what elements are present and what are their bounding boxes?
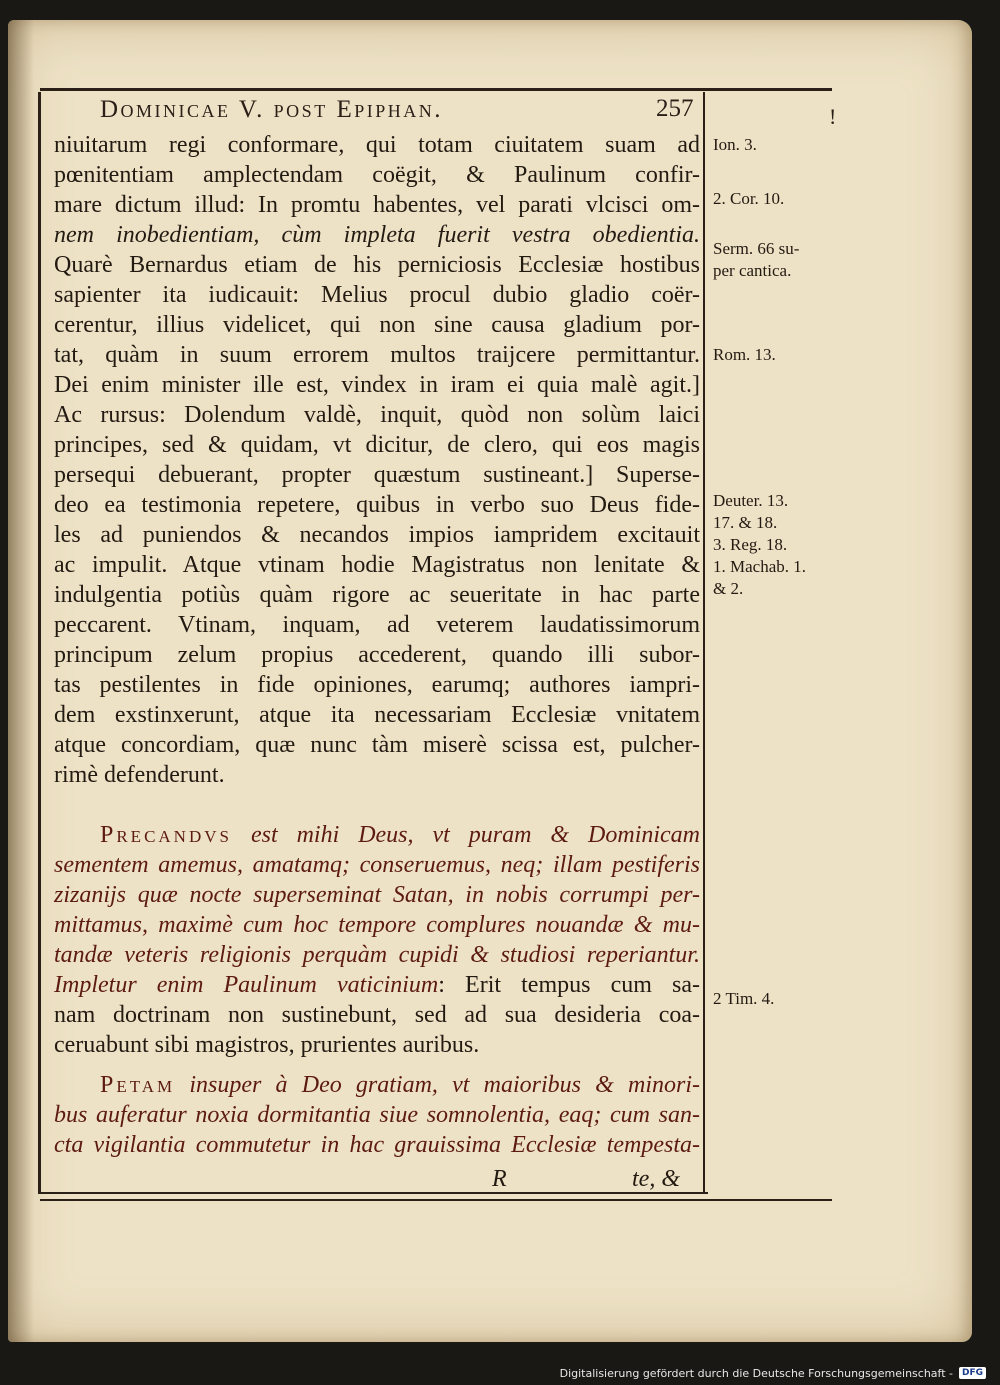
petam-text: insuper à Deo gratiam, vt maioribus & minori- [189,1072,701,1098]
body-line: les ad puniendos & necandos impios iampridem excitauit [54,522,700,548]
digitization-footer [560,1363,986,1383]
body-line: tas pestilentes in fide opiniones, earumq; authores iampri- [54,672,700,698]
page-number: 257 [656,95,694,122]
catchword: te, & [632,1166,680,1192]
body-line: deo ea testimonia repetere, quibus in verbo suo Deus fide- [54,492,700,518]
body-line-part: mare dictum illud: In promtu habentes, vel parati vlcisci om- [54,192,700,218]
precandus-italic-part: Impletur enim Paulinum vaticinium [54,972,439,998]
body-line: ac impulit. Atque vtinam hodie Magistratus non lenitate & [54,552,700,578]
body-line: persequi debuerant, propter quæstum sustineant.] Superse- [54,462,700,488]
petam-line: cta vigilantia commutetur in hac grauissima Ecclesiæ tempesta- [54,1132,700,1158]
bottom-rule-inner [40,1192,708,1194]
body-line: indulgentia potiùs quàm rigore ac seueritate in hac parte [54,582,700,608]
precandus-line-first [100,820,700,850]
footer-credit: Digitalisierung gefördert durch die Deutsche Forschungsgemeinschaft - [559,1366,953,1380]
body-line: pœnitentiam amplectendam coëgit, & Paulinum confir- [54,162,700,188]
precandus-roman-part: : Erit tempus cum sa- [438,972,700,998]
precandus-lead: Precandvs [100,822,232,848]
margin-note: Ion. 3. [713,135,757,154]
body-line: nem inobedientiam, cùm impleta fuerit vestra obedientia. [54,222,700,248]
body-line: principes, sed & quidam, vt dicitur, de clero, qui eos magis [54,432,700,458]
body-line-mixed [54,190,700,220]
precandus-text: est mihi Deus, vt puram & Dominicam [250,822,701,848]
body-line: tat, quàm in suum errorem multos traijcere permittantur. [54,342,700,368]
body-line: Dei enim minister ille est, vindex in iram ei quia malè agit.] [54,372,700,398]
body-line: Ac rursus: Dolendum valdè, inquit, quòd non solùm laici [54,402,700,428]
margin-note: 2. Cor. 10. [713,189,785,208]
body-line: atque concordiam, quæ nunc tàm miserè scissa est, pulcher- [54,732,700,758]
bottom-rule-outer [40,1199,832,1201]
margin-note: 2 Tim. 4. [713,989,775,1008]
margin-note: 17. & 18. [713,513,778,532]
left-column-rule [38,92,41,1194]
margin-note: Deuter. 13. [713,491,789,510]
running-head: Dominicae V. post Epiphan. [100,96,443,123]
signature-mark: R [492,1166,507,1192]
precandus-line: nam doctrinam non sustinebunt, sed ad sua desideria coa- [54,1002,700,1028]
margin-note: Serm. 66 su- [713,239,800,258]
precandus-line: ceruabunt sibi magistros, prurientes auribus. [54,1032,480,1058]
margin-mark: ! [829,104,837,129]
body-line: dem exstinxerunt, atque ita necessariam Ecclesiæ vnitatem [54,702,700,728]
body-line: principum zelum propius accederent, quando illi subor- [54,642,700,668]
margin-note: 1. Machab. 1. [713,557,807,576]
precandus-line: sementem amemus, amatamq; conseruemus, neq; illam pestiferis [54,852,700,878]
body-line: rimè defenderunt. [54,762,225,788]
precandus-line: mittamus, maximè cum hoc tempore complures nouandæ & mu- [54,912,700,938]
body-line: sapienter ita iudicauit: Melius procul dubio gladio coër- [54,282,700,308]
page-gutter-shadow [8,20,34,1342]
middle-column-rule [703,92,705,1194]
petam-lead: Petam [100,1072,176,1098]
petam-line: bus auferatur noxia dormitantia siue somnolentia, eaq; cum san- [54,1102,700,1128]
body-line: peccarent. Vtinam, inquam, ad veterem laudatissimorum [54,612,700,638]
precandus-line: zizanijs quæ nocte superseminat Satan, in nobis corrumpi per- [54,882,700,908]
margin-note: Rom. 13. [713,345,776,364]
body-line: Quarè Bernardus etiam de his perniciosis Ecclesiæ hostibus [54,252,700,278]
precandus-line: tandæ veteris religionis perquàm cupidi & studiosi reperiantur. [54,942,700,968]
body-line: cerentur, illius videlicet, qui non sine causa gladium por- [54,312,700,338]
petam-line-first [100,1070,700,1100]
margin-note: 3. Reg. 18. [713,535,788,554]
precandus-line-mixed [54,970,700,1000]
margin-note: & 2. [713,579,744,598]
dfg-logo: DFG [959,1367,986,1379]
body-line: niuitarum regi conformare, qui totam ciuitatem suam ad [54,132,700,158]
header-rule [40,88,832,91]
margin-note: per cantica. [713,261,792,280]
